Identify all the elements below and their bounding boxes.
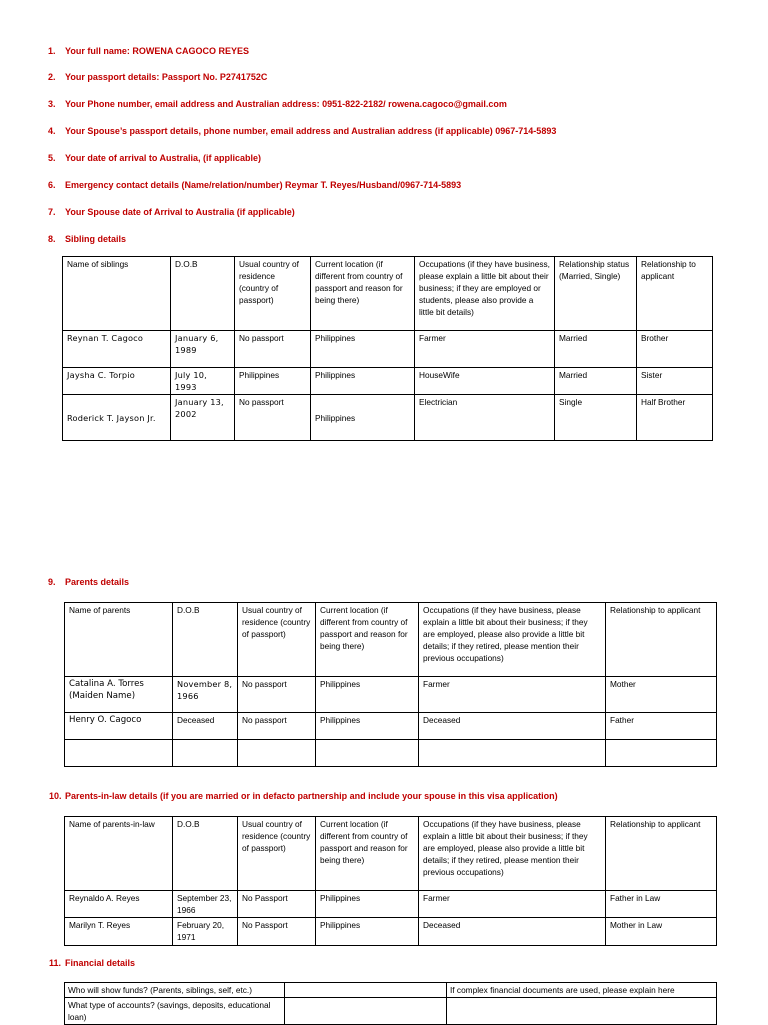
cell: What type of accounts? (savings, deposits, educational loan): [65, 998, 285, 1025]
question-2: 2. Your passport details: Passport No. P2741752C: [48, 72, 268, 82]
cell: Catalina A. Torres (Maiden Name): [65, 677, 173, 713]
parents-table: [64, 602, 717, 767]
header-cell: Current location (if different from country of passport and reason for being there): [311, 257, 415, 331]
cell: No passport: [238, 713, 316, 740]
cell: Philippines: [316, 891, 419, 918]
cell: If complex financial documents are used, please explain here: [447, 983, 717, 998]
header-cell: D.O.B: [171, 257, 235, 331]
header-cell: Occupations (if they have business, please explain a little bit about their business; if they are employed or students, please also provide a little bit details): [415, 257, 555, 331]
cell: Philippines: [235, 368, 311, 395]
cell: Philippines: [316, 918, 419, 946]
cell: Mother: [606, 677, 717, 713]
cell: [447, 998, 717, 1025]
cell: [65, 740, 173, 767]
cell: [285, 983, 447, 998]
cell: February 20, 1971: [173, 918, 238, 946]
cell: Marilyn T. Reyes: [65, 918, 173, 946]
cell: [419, 740, 606, 767]
cell: No Passport: [238, 918, 316, 946]
header-cell: Usual country of residence (country of passport): [238, 817, 316, 891]
cell: September 23, 1966: [173, 891, 238, 918]
question-1: 1. Your full name: ROWENA CAGOCO REYES: [48, 46, 250, 56]
cell: Philippines: [311, 331, 415, 368]
table-row: [65, 998, 717, 1025]
question-10: 10. Parents-in-law details (if you are married or in defacto partnership and include your spouse in this visa application): [49, 791, 558, 801]
table-row: [65, 677, 717, 713]
header-cell: Relationship status (Married, Single): [555, 257, 637, 331]
table-row: [65, 983, 717, 998]
cell: [606, 740, 717, 767]
header-cell: Relationship to applicant: [606, 603, 717, 677]
table-header-row: [65, 817, 717, 891]
cell: [173, 740, 238, 767]
table-row: [65, 740, 717, 767]
table-row: [63, 331, 713, 368]
table-row: [65, 891, 717, 918]
header-cell: Relationship to applicant: [637, 257, 713, 331]
cell: Single: [555, 395, 637, 441]
cell: Father in Law: [606, 891, 717, 918]
cell: Philippines: [316, 713, 419, 740]
cell: Mother in Law: [606, 918, 717, 946]
cell: Married: [555, 368, 637, 395]
cell: Brother: [637, 331, 713, 368]
cell: July 10, 1993: [171, 368, 235, 395]
cell: Roderick T. Jayson Jr.: [63, 395, 171, 441]
cell: Deceased: [419, 713, 606, 740]
cell: November 8, 1966: [173, 677, 238, 713]
header-cell: Current location (if different from country of passport and reason for being there): [316, 603, 419, 677]
cell: Father: [606, 713, 717, 740]
question-4: 4. Your Spouse’s passport details, phone number, email address and Australian address (if applicable) 0967-714-5893: [48, 126, 557, 136]
siblings-table: [62, 256, 713, 441]
table-row: [65, 918, 717, 946]
cell: No passport: [235, 395, 311, 441]
cell: [238, 740, 316, 767]
cell: Married: [555, 331, 637, 368]
cell: Reynan T. Cagoco: [63, 331, 171, 368]
header-cell: D.O.B: [173, 603, 238, 677]
cell: Farmer: [415, 331, 555, 368]
question-3: 3. Your Phone number, email address and Australian address: 0951-822-2182/ rowena.cagoco@gmail.com: [48, 99, 507, 109]
cell: No passport: [235, 331, 311, 368]
parents-in-law-table: [64, 816, 717, 946]
header-cell: Name of parents-in-law: [65, 817, 173, 891]
table-row: [65, 713, 717, 740]
table-row: [63, 368, 713, 395]
header-cell: Occupations (if they have business, please explain a little bit about their business; if they are employed, please also provide a little bit details; if they retired, please mention their previous occupations): [419, 603, 606, 677]
cell: Electrician: [415, 395, 555, 441]
question-5: 5. Your date of arrival to Australia, (if applicable): [48, 153, 262, 163]
header-cell: Name of parents: [65, 603, 173, 677]
cell: Deceased: [419, 918, 606, 946]
cell: Philippines: [311, 368, 415, 395]
question-11: 11. Financial details: [49, 958, 136, 968]
table-header-row: [65, 603, 717, 677]
cell: [316, 740, 419, 767]
cell: Reynaldo A. Reyes: [65, 891, 173, 918]
cell: Half Brother: [637, 395, 713, 441]
financial-table: [64, 982, 717, 1025]
cell: January 13, 2002: [171, 395, 235, 441]
cell: January 6, 1989: [171, 331, 235, 368]
table-header-row: [63, 257, 713, 331]
cell: No Passport: [238, 891, 316, 918]
cell: HouseWife: [415, 368, 555, 395]
question-6: 6. Emergency contact details (Name/relation/number) Reymar T. Reyes/Husband/0967-714-5893: [48, 180, 462, 190]
header-cell: Current location (if different from country of passport and reason for being there): [316, 817, 419, 891]
header-cell: Usual country of residence (country of passport): [238, 603, 316, 677]
cell: [285, 998, 447, 1025]
cell: No passport: [238, 677, 316, 713]
header-cell: Name of siblings: [63, 257, 171, 331]
cell: Henry O. Cagoco: [65, 713, 173, 740]
cell: Deceased: [173, 713, 238, 740]
cell: Sister: [637, 368, 713, 395]
question-7: 7. Your Spouse date of Arrival to Australia (if applicable): [48, 207, 295, 217]
header-cell: Usual country of residence (country of passport): [235, 257, 311, 331]
cell: Farmer: [419, 891, 606, 918]
question-8: 8. Sibling details: [48, 234, 127, 244]
cell: Philippines: [311, 395, 415, 441]
cell: Jaysha C. Torpio: [63, 368, 171, 395]
cell: Philippines: [316, 677, 419, 713]
table-row: [63, 395, 713, 441]
header-cell: Occupations (if they have business, please explain a little bit about their business; if they are employed, please also provide a little bit details; if they retired, please mention their previous occupations): [419, 817, 606, 891]
header-cell: Relationship to applicant: [606, 817, 717, 891]
cell: Who will show funds? (Parents, siblings, self, etc.): [65, 983, 285, 998]
header-cell: D.O.B: [173, 817, 238, 891]
cell: Farmer: [419, 677, 606, 713]
question-9: 9. Parents details: [48, 577, 130, 587]
